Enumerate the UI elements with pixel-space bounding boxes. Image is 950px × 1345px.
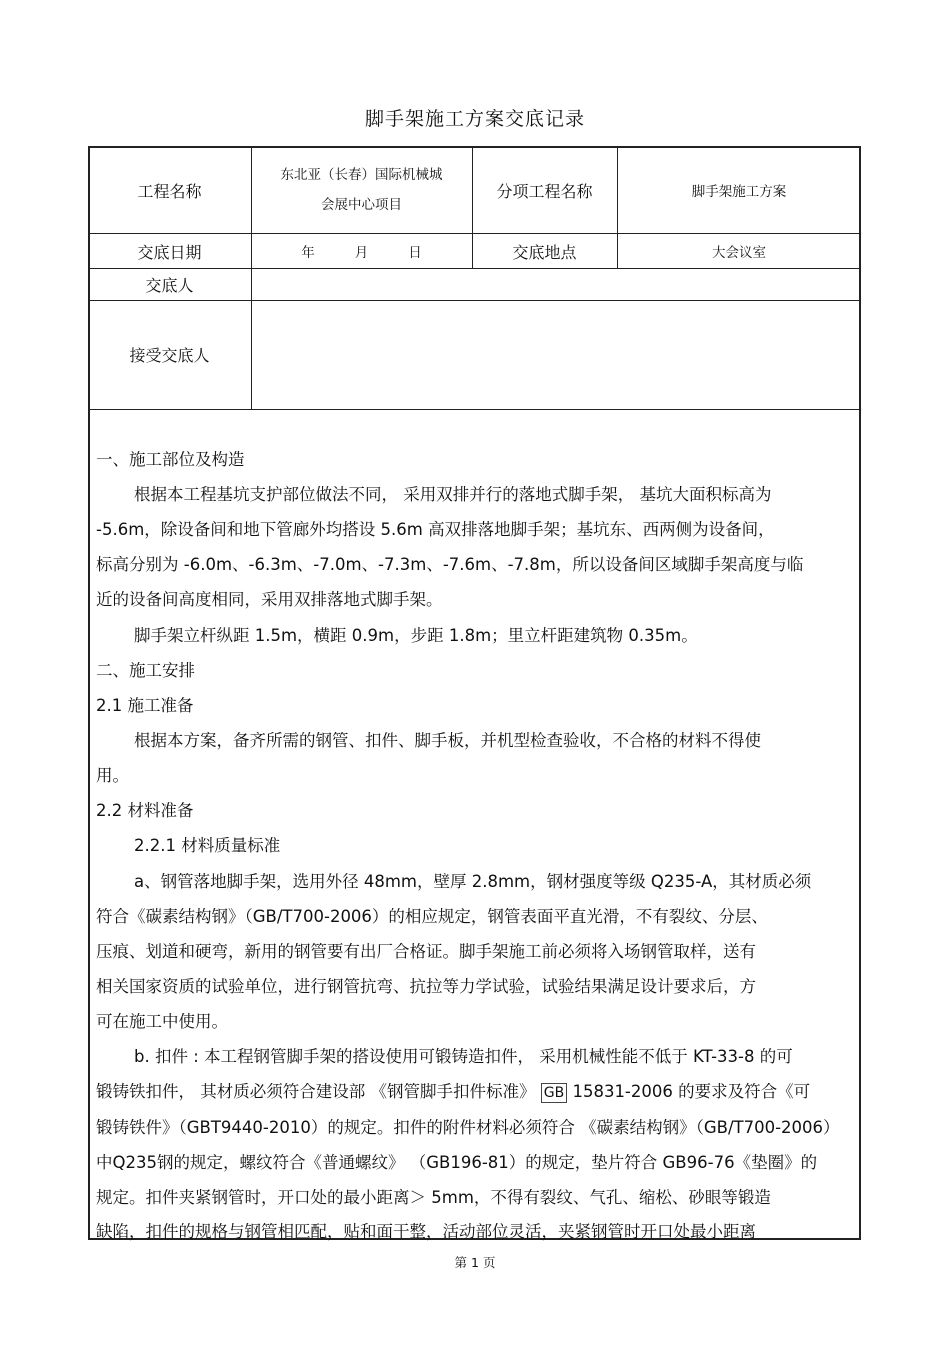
paragraph-line: 可在施工中使用。 (96, 1012, 228, 1031)
location-label-text: 交底地点 (512, 242, 577, 262)
receiver-value (251, 300, 861, 409)
project-name-line2: 会展中心项目 (321, 197, 402, 213)
paragraph-line: 符合《碳素结构钢》（GB/T700-2006）的相应规定，钢管表面平直光滑，不有裂纹、分层、 (96, 907, 768, 926)
receiver-label (88, 300, 251, 409)
sub-project-value-text: 脚手架施工方案 (691, 184, 787, 200)
paragraph-line: 锻铸铁件》（GBT9440-2010）的规定。扣件的附件材料必须符合 《碳素结构钢》（GB/T700-2006） (96, 1118, 840, 1137)
paragraph-line: 中Q235钢的规定，螺纹符合《普通螺纹》 （GB196-81）的规定，垫片符合 GB96-76《垫圈》的 (96, 1153, 818, 1172)
paragraph-line: 缺陷，扣件的规格与钢管相匹配，贴和面干整，活动部位灵活，夹紧钢管时开口处最小距离 (96, 1222, 756, 1241)
project-name-line1: 东北亚（长春）国际机械城 (280, 167, 443, 183)
presenter-value (251, 268, 861, 300)
paragraph-line: 标高分别为 -6.0m、-6.3m、-7.0m、-7.3m、-7.6m、-7.8m，所以设备间区域脚手架高度与临 (96, 555, 804, 574)
location-label (472, 234, 617, 268)
row-divider (88, 409, 861, 410)
project-name-label (88, 146, 251, 234)
date-year: 年 (301, 245, 315, 261)
subsection-heading: 2.2.1 材料质量标准 (134, 836, 281, 855)
document-title: 脚手架施工方案交底记录 (364, 108, 585, 130)
presenter-label-text: 交底人 (145, 275, 194, 295)
receiver-label-text: 接受交底人 (129, 346, 210, 365)
date-value (251, 234, 472, 268)
section-heading: 二、施工安排 (96, 661, 195, 680)
subsection-heading: 2.2 材料准备 (96, 801, 194, 820)
sub-project-label-text: 分项工程名称 (496, 181, 593, 201)
date-label-text: 交底日期 (137, 242, 202, 262)
project-name-label-text: 工程名称 (137, 181, 202, 201)
date-month: 月 (354, 245, 369, 261)
section-heading: 一、施工部位及构造 (96, 450, 245, 469)
paragraph-line: 根据本方案，备齐所需的钢管、扣件、脚手板，并机型检查验收，不合格的材料不得使 (134, 731, 761, 750)
paragraph-line: 根据本工程基坑支护部位做法不同， 采用双排并行的落地式脚手架， 基坑大面积标高为 (134, 485, 772, 504)
paragraph-line: 近的设备间高度相同，采用双排落地式脚手架。 (96, 590, 443, 609)
paragraph-line: a、钢管落地脚手架，选用外径 48mm，壁厚 2.8mm，钢材强度等级 Q235-A，其材质必须 (134, 872, 812, 891)
date-day: 日 (408, 245, 422, 261)
page-number: 第 1 页 (454, 1255, 496, 1270)
date-label (88, 234, 251, 268)
sub-project-label (472, 146, 617, 234)
paragraph-line: 用。 (96, 766, 129, 785)
paragraph-line: 相关国家资质的试验单位，进行钢管抗弯、抗拉等力学试验，试验结果满足设计要求后，方 (96, 977, 756, 996)
location-value-text: 大会议室 (712, 245, 766, 261)
paragraph-line: 规定。扣件夹紧钢管时，开口处的最小距离＞ 5mm，不得有裂纹、气孔、缩松、砂眼等锻造 (96, 1188, 771, 1207)
standard-code-box: GB (541, 1083, 567, 1103)
sub-project-value (617, 146, 861, 234)
paragraph-text: 15831-2006 的要求及符合《可 (567, 1082, 811, 1101)
paragraph-line: 脚手架立杆纵距 1.5m，横距 0.9m，步距 1.8m；里立杆距建筑物 0.35m。 (134, 626, 698, 645)
paragraph-line: b. 扣件 : 本工程钢管脚手架的搭设使用可锻铸造扣件， 采用机械性能不低于 KT-33-8 的可 (134, 1047, 793, 1066)
subsection-heading: 2.1 施工准备 (96, 696, 194, 715)
location-value (617, 234, 861, 268)
paragraph-text: 锻铸铁扣件， 其材质必须符合建设部 《钢管脚手扣件标准》 (96, 1082, 541, 1101)
paragraph-line: -5.6m，除设备间和地下管廊外均搭设 5.6m 高双排落地脚手架；基坑东、西两侧为设备间， (96, 520, 775, 539)
presenter-label (88, 268, 251, 300)
paragraph-line: 压痕、划道和硬弯，新用的钢管要有出厂合格证。脚手架施工前必须将入场钢管取样，送有 (96, 942, 756, 961)
project-name-value (251, 146, 472, 234)
paragraph-line (96, 1078, 856, 1103)
